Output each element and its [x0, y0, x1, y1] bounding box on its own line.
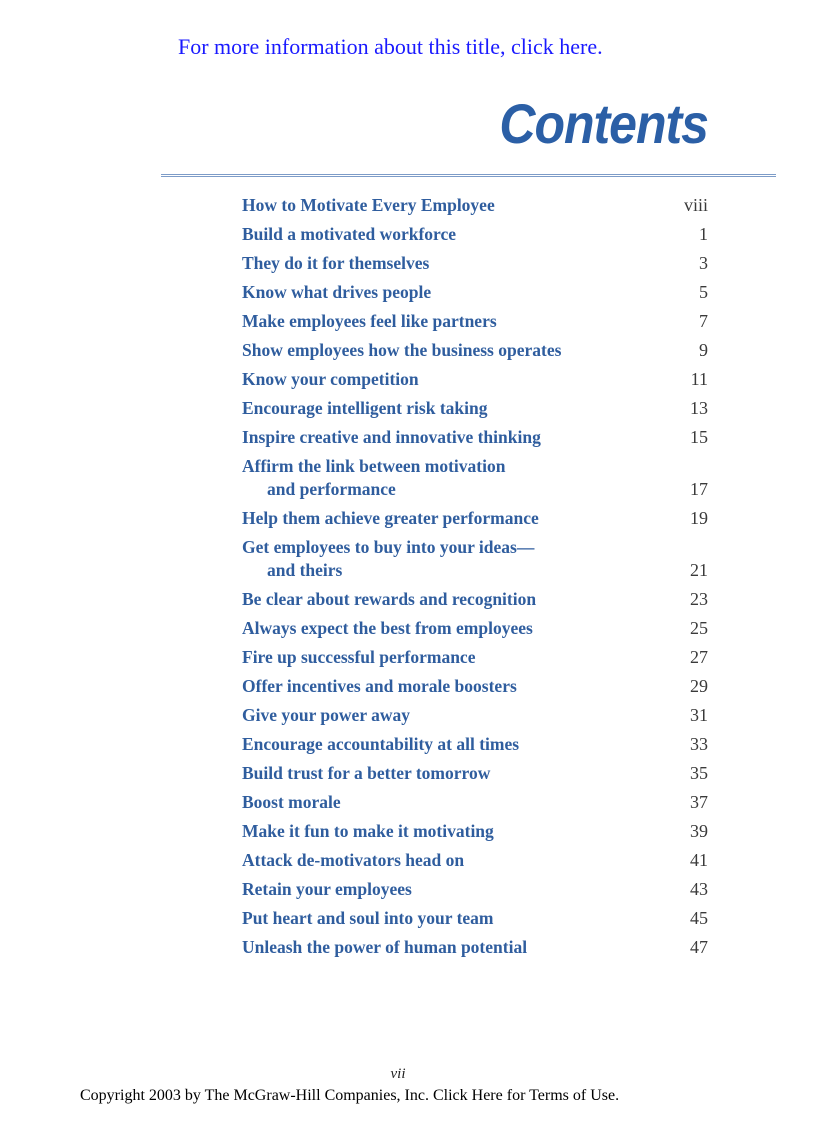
toc-entry-title-line: Encourage accountability at all times: [242, 734, 520, 754]
toc-entry-title: [242, 819, 708, 843]
toc-entry-title: [242, 703, 708, 727]
toc-entry-title: [242, 906, 708, 930]
toc-entry[interactable]: [242, 425, 708, 449]
toc-entry-title-line: Know your competition: [242, 369, 419, 389]
page-folio: vii: [390, 1066, 406, 1082]
toc-entry[interactable]: [242, 535, 708, 582]
toc-entry[interactable]: [242, 396, 708, 420]
toc-entry-title: [242, 790, 708, 814]
toc-entry[interactable]: [242, 251, 708, 275]
toc-entry[interactable]: [242, 674, 708, 698]
toc-entry[interactable]: [242, 338, 708, 362]
toc-page-number: 27: [690, 647, 708, 667]
table-of-contents: [242, 193, 708, 964]
toc-entry[interactable]: [242, 280, 708, 304]
toc-entry-title-line: Unleash the power of human potential: [242, 937, 528, 957]
toc-entry[interactable]: [242, 732, 708, 756]
toc-page-number: 37: [690, 792, 708, 812]
toc-entry-title: [242, 535, 708, 582]
toc-entry[interactable]: [242, 935, 708, 959]
toc-entry-title-line: Be clear about rewards and recognition: [242, 589, 537, 609]
toc-entry-title: [242, 645, 708, 669]
toc-page-number: 11: [690, 369, 708, 389]
toc-entry-title-line: Retain your employees: [242, 879, 412, 899]
toc-entry-title: [242, 222, 708, 246]
toc-entry-title-line: Offer incentives and morale boosters: [242, 676, 517, 696]
toc-entry-title-continuation: and theirs: [267, 560, 343, 580]
toc-entry-title: [242, 338, 708, 362]
toc-entry-title-line: Build trust for a better tomorrow: [242, 763, 491, 783]
toc-entry[interactable]: [242, 703, 708, 727]
toc-entry-title: [242, 425, 708, 449]
toc-entry-title: [242, 506, 708, 530]
toc-entry-title-line: Fire up successful performance: [242, 647, 476, 667]
toc-page-number: 7: [699, 311, 708, 331]
toc-page-number: 5: [699, 282, 708, 302]
toc-page-number: 47: [690, 937, 708, 957]
toc-entry[interactable]: [242, 877, 708, 901]
toc-entry-title: [242, 251, 708, 275]
toc-page-number: 17: [690, 479, 708, 499]
page-title: Contents: [499, 92, 708, 156]
toc-entry-title-line: Make employees feel like partners: [242, 311, 497, 331]
toc-page-number: 13: [690, 398, 708, 418]
toc-page-number: 25: [690, 618, 708, 638]
toc-entry-title: [242, 935, 708, 959]
toc-page-number: 35: [690, 763, 708, 783]
toc-entry[interactable]: [242, 367, 708, 391]
toc-entry[interactable]: [242, 761, 708, 785]
toc-entry-title: [242, 280, 708, 304]
toc-entry-title-line: Help them achieve greater performance: [242, 508, 539, 528]
toc-entry[interactable]: [242, 790, 708, 814]
toc-entry[interactable]: [242, 906, 708, 930]
toc-entry-title: [242, 674, 708, 698]
toc-entry-title-line: Know what drives people: [242, 282, 432, 302]
toc-page-number: 15: [690, 427, 708, 447]
toc-entry-title-line: Get employees to buy into your ideas—: [242, 537, 535, 557]
more-info-link[interactable]: For more information about this title, click here.: [178, 34, 603, 59]
toc-page-number: 3: [699, 253, 708, 273]
toc-entry-title-line: Build a motivated workforce: [242, 224, 457, 244]
toc-entry[interactable]: [242, 645, 708, 669]
toc-page-number: 1: [699, 224, 708, 244]
toc-entry-title-line: Inspire creative and innovative thinking: [242, 427, 541, 447]
toc-entry-title: [242, 877, 708, 901]
toc-entry[interactable]: [242, 506, 708, 530]
toc-entry-title-line: Affirm the link between motivation: [242, 456, 506, 476]
toc-page-number: 43: [690, 879, 708, 899]
toc-page-number: 39: [690, 821, 708, 841]
toc-entry-title-line: They do it for themselves: [242, 253, 430, 273]
toc-entry-title-line: Put heart and soul into your team: [242, 908, 494, 928]
toc-entry-title: [242, 193, 708, 217]
toc-entry[interactable]: [242, 193, 708, 217]
toc-page-number: 31: [690, 705, 708, 725]
toc-entry-title: [242, 396, 708, 420]
toc-entry[interactable]: [242, 819, 708, 843]
toc-entry-title: [242, 309, 708, 333]
toc-entry-title-line: Make it fun to make it motivating: [242, 821, 494, 841]
toc-page-number: 33: [690, 734, 708, 754]
toc-entry-title: [242, 587, 708, 611]
toc-entry[interactable]: [242, 848, 708, 872]
toc-entry[interactable]: [242, 309, 708, 333]
toc-entry-title-continuation: and performance: [267, 479, 396, 499]
toc-entry-title: [242, 848, 708, 872]
toc-page-number: viii: [683, 195, 708, 215]
toc-entry-title-line: Encourage intelligent risk taking: [242, 398, 488, 418]
toc-page-number: 41: [690, 850, 708, 870]
toc-page-number: 9: [699, 340, 708, 360]
toc-entry[interactable]: [242, 454, 708, 501]
toc-entry[interactable]: [242, 616, 708, 640]
toc-page-number: 21: [690, 560, 708, 580]
toc-entry-title-line: How to Motivate Every Employee: [242, 195, 495, 215]
toc-entry-title: [242, 367, 708, 391]
toc-page-number: 29: [690, 676, 708, 696]
toc-page-number: 19: [690, 508, 708, 528]
title-divider: [161, 174, 776, 177]
toc-entry-title-line: Attack de-motivators head on: [242, 850, 465, 870]
toc-entry-title: [242, 732, 708, 756]
toc-page-number: 45: [690, 908, 708, 928]
toc-entry-title-line: Boost morale: [242, 792, 341, 812]
toc-entry-title-line: Give your power away: [242, 705, 411, 725]
toc-entry-title: [242, 616, 708, 640]
toc-entry[interactable]: [242, 587, 708, 611]
toc-page-number: 23: [690, 589, 708, 609]
copyright-notice[interactable]: Copyright 2003 by The McGraw-Hill Companies, Inc. Click Here for Terms of Use.: [80, 1087, 620, 1104]
toc-entry-title-line: Always expect the best from employees: [242, 618, 533, 638]
toc-entry[interactable]: [242, 222, 708, 246]
toc-entry-title-line: Show employees how the business operates: [242, 340, 562, 360]
toc-entry-title: [242, 761, 708, 785]
toc-entry-title: [242, 454, 708, 501]
